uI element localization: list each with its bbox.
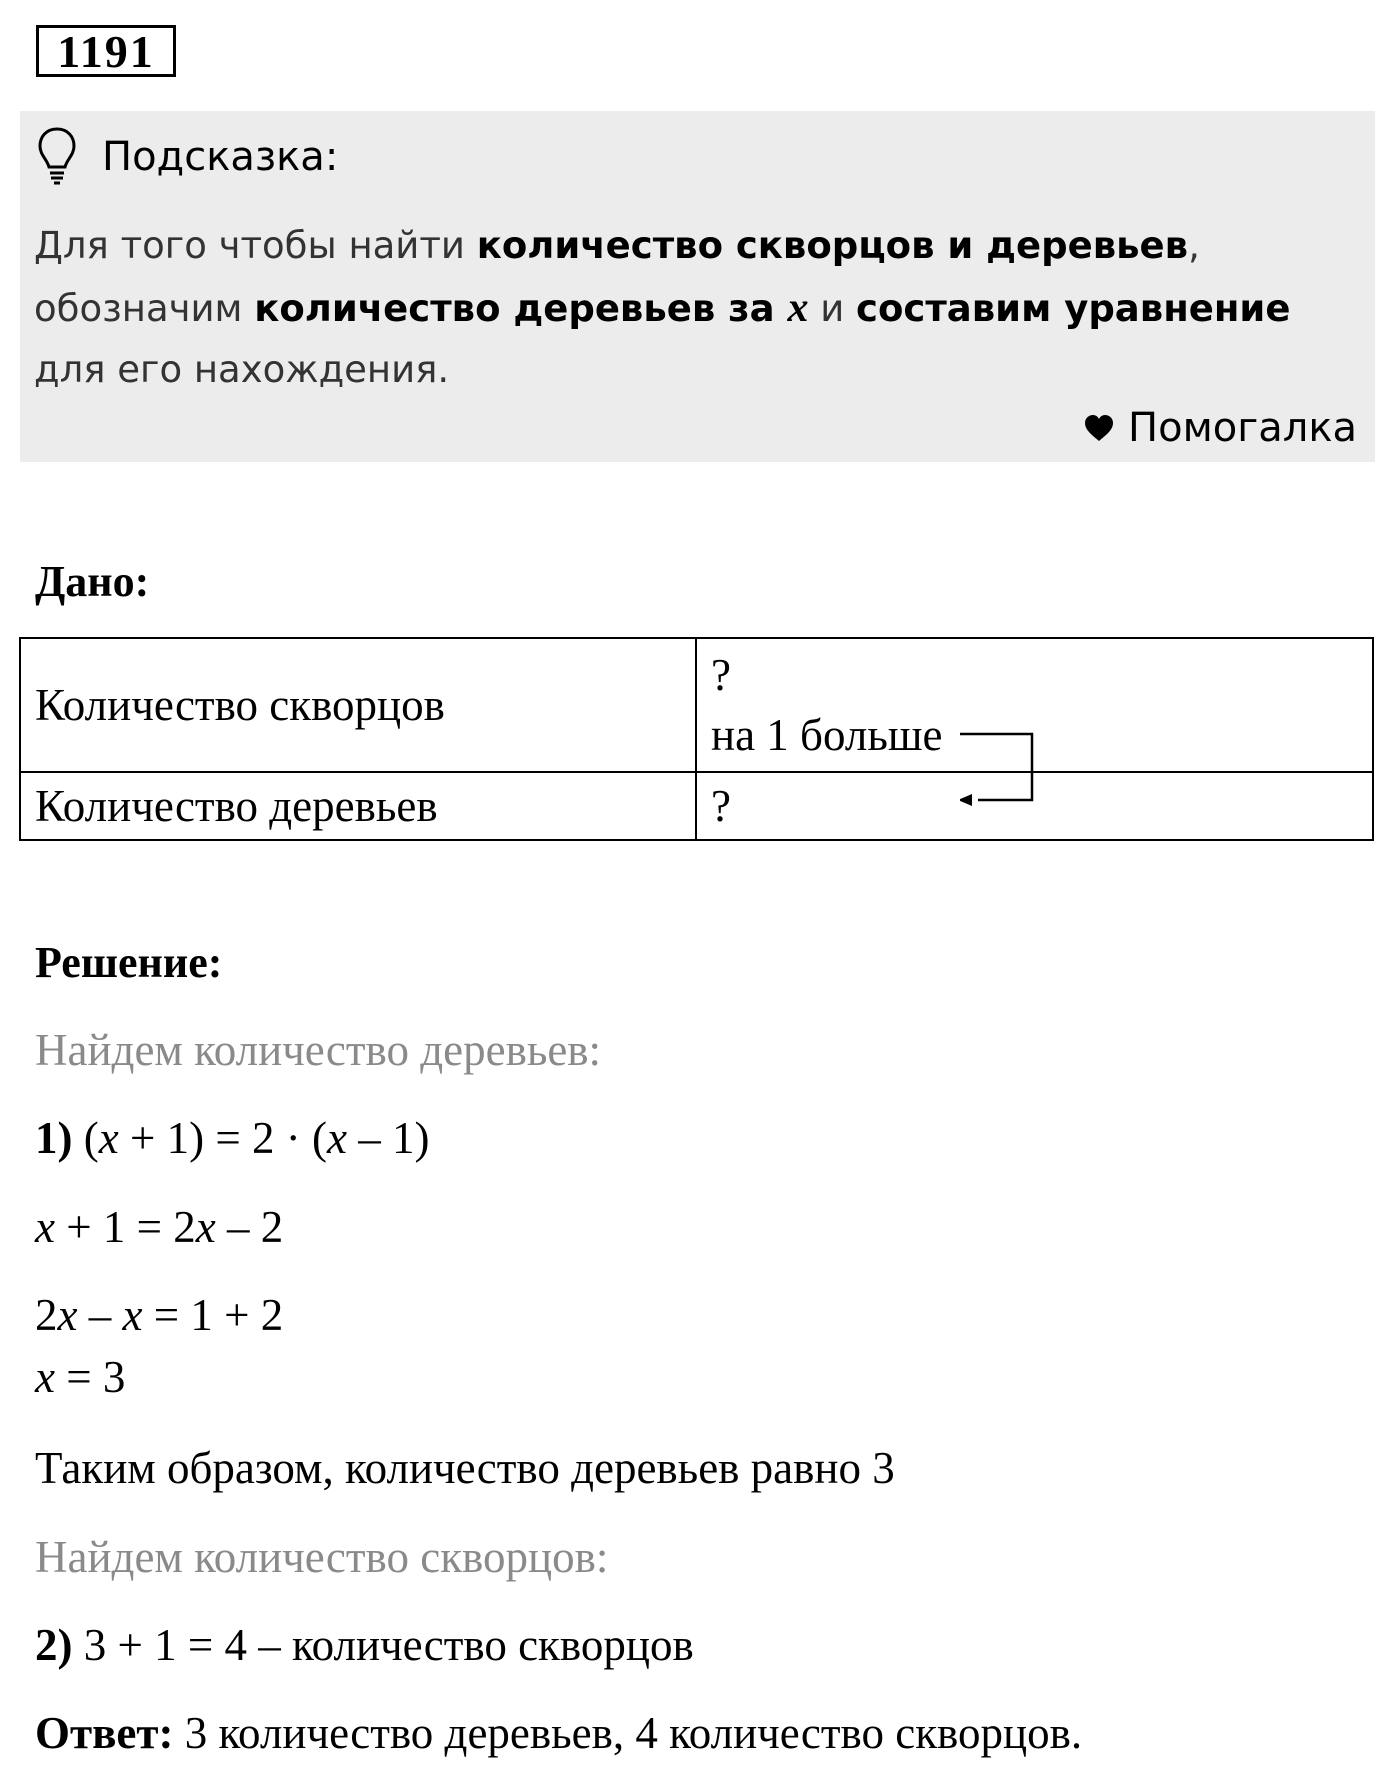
solution-heading: Решение:: [35, 938, 223, 987]
hint-bold: количество деревьев за: [254, 287, 788, 330]
hint-text: ,: [1188, 224, 1200, 267]
relation-arrow: [960, 728, 1040, 806]
equation-5: [35, 1615, 694, 1675]
eq-text: + 1 = 2: [54, 1202, 196, 1252]
hint-text: и: [808, 287, 857, 330]
table-cell-value: ?: [696, 772, 1373, 840]
step-number: 1): [35, 1113, 73, 1163]
hint-line-3: для его нахождения.: [34, 348, 450, 391]
eq-text: = 3: [54, 1352, 126, 1402]
value-question: ?: [711, 650, 731, 700]
eq-text: + 1) = 2 · (: [118, 1113, 327, 1163]
eq-variable: x: [35, 1352, 55, 1402]
credit: [1084, 401, 1357, 455]
given-heading: Дано:: [35, 557, 150, 606]
eq-variable: x: [98, 1113, 119, 1163]
conclusion-1: Таким образом, количество деревьев равно 3: [35, 1443, 895, 1493]
answer: [35, 1703, 1082, 1763]
eq-variable: x: [122, 1290, 143, 1340]
answer-label: Ответ:: [35, 1708, 174, 1758]
equation-1: [35, 1108, 429, 1168]
problem-number: 1191: [36, 25, 176, 77]
hint-box: [20, 111, 1375, 462]
hint-line-1: [34, 215, 1200, 277]
hint-line-2: [34, 277, 1290, 340]
value-relation: на 1 больше: [711, 710, 943, 760]
table-row: [20, 772, 1373, 840]
credit-label: Помогалка: [1128, 405, 1357, 451]
table-row: [20, 638, 1373, 772]
table-cell-label: Количество скворцов: [20, 638, 696, 772]
given-table: [19, 637, 1374, 841]
hint-bold: составим уравнение: [856, 287, 1291, 330]
eq-text: = 1 + 2: [142, 1290, 284, 1340]
hint-variable: x: [787, 285, 809, 331]
eq-text: – 1): [346, 1113, 430, 1163]
eq-variable: x: [195, 1202, 216, 1252]
eq-text: (: [72, 1113, 99, 1163]
eq-variable: x: [35, 1202, 55, 1252]
equation-3: [35, 1285, 283, 1345]
hint-bold: количество скворцов и деревьев: [476, 224, 1189, 267]
step1-intro: Найдем количество деревьев:: [35, 1025, 602, 1075]
hint-text: Для того чтобы найти: [34, 224, 477, 267]
lightbulb-icon: [36, 125, 78, 189]
eq-text: 3 + 1 = 4 – количество скворцов: [72, 1620, 694, 1670]
equation-2: [35, 1197, 283, 1257]
hint-text: обозначим: [34, 287, 255, 330]
eq-text: –: [77, 1290, 123, 1340]
step-number: 2): [35, 1620, 73, 1670]
step2-intro: Найдем количество скворцов:: [35, 1532, 609, 1582]
eq-text: 2: [35, 1290, 58, 1340]
answer-text: 3 количество деревьев, 4 количество скворцов.: [173, 1708, 1083, 1758]
heart-icon: [1084, 414, 1114, 442]
hint-title: Подсказка:: [102, 134, 339, 180]
eq-variable: x: [57, 1290, 78, 1340]
eq-text: – 2: [215, 1202, 284, 1252]
table-cell-label: Количество деревьев: [20, 772, 696, 840]
eq-variable: x: [326, 1113, 347, 1163]
equation-4: [35, 1347, 125, 1407]
